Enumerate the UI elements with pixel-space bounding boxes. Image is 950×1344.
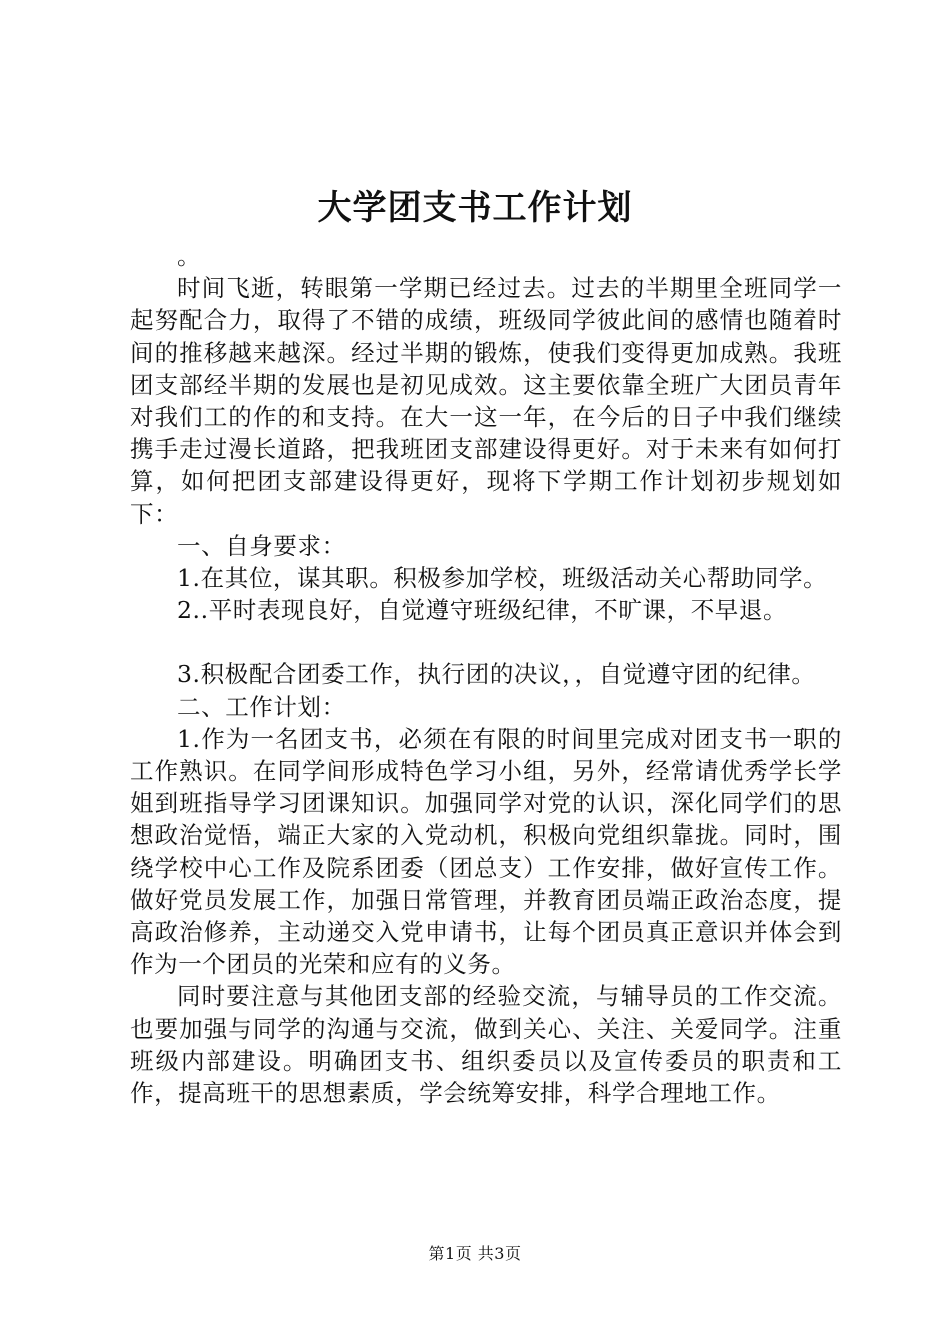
section-heading-self-requirements: 一、自身要求： <box>177 531 346 560</box>
section-heading-work-plan: 二、工作计划： <box>177 692 346 721</box>
self-requirement-item-3: 3.积极配合团委工作，执行团的决议，，自觉遵守团的纪律。 <box>177 660 816 689</box>
self-requirement-item-1: 1.在其位，谋其职。积极参加学校，班级活动关心帮助同学。 <box>177 564 828 593</box>
document-title: 大学团支书工作计划 <box>317 188 633 228</box>
paragraph-intro-mark: 。 <box>177 242 202 270</box>
self-requirement-item-2: 2..平时表现良好，自觉遵守班级纪律，不旷课，不早退。 <box>177 596 788 625</box>
document-body <box>130 240 842 1109</box>
work-plan-item-1: 1.作为一名团支书，必须在有限的时间里完成对团支书一职的工作熟识。在同学间形成特色学习小组，另外，经常请优秀学长学姐到班指导学习团课知识。加强同学对党的认识，深化同学们的思想政治觉悟，端正大家的入党动机，积极向党组织靠拢。同时，围绕学校中心工作及院系团委（团总支）工作安排，做好宣传工作。做好党员发展工作，加强日常管理，并教育团员端正政治态度，提高政治修养，主动递交入党申请书，让每个团员真正意识并体会到作为一个团员的光荣和应有的义务。 <box>130 724 842 979</box>
page-footer: 第1页 共3页 <box>428 1244 522 1263</box>
paragraph-opening: 时间飞逝，转眼第一学期已经过去。过去的半期里全班同学一起努配合力，取得了不错的成绩，班级同学彼此间的感情也随着时间的推移越来越深。经过半期的锻炼，使我们变得更加成熟。我班团支部经半期的发展也是初见成效。这主要依靠全班广大团员青年对我们工的作的和支持。在大一这一年，在今后的日子中我们继续携手走过漫长道路，把我班团支部建设得更好。对于未来有如何打算，如何把团支部建设得更好，现将下学期工作计划初步规划如下： <box>130 274 842 528</box>
work-plan-paragraph-2: 同时要注意与其他团支部的经验交流，与辅导员的工作交流。也要加强与同学的沟通与交流，做到关心、关注、关爱同学。注重班级内部建设。明确团支书、组织委员以及宣传委员的职责和工作，提高班干的思想素质，学会统筹安排，科学合理地工作。 <box>130 982 842 1108</box>
